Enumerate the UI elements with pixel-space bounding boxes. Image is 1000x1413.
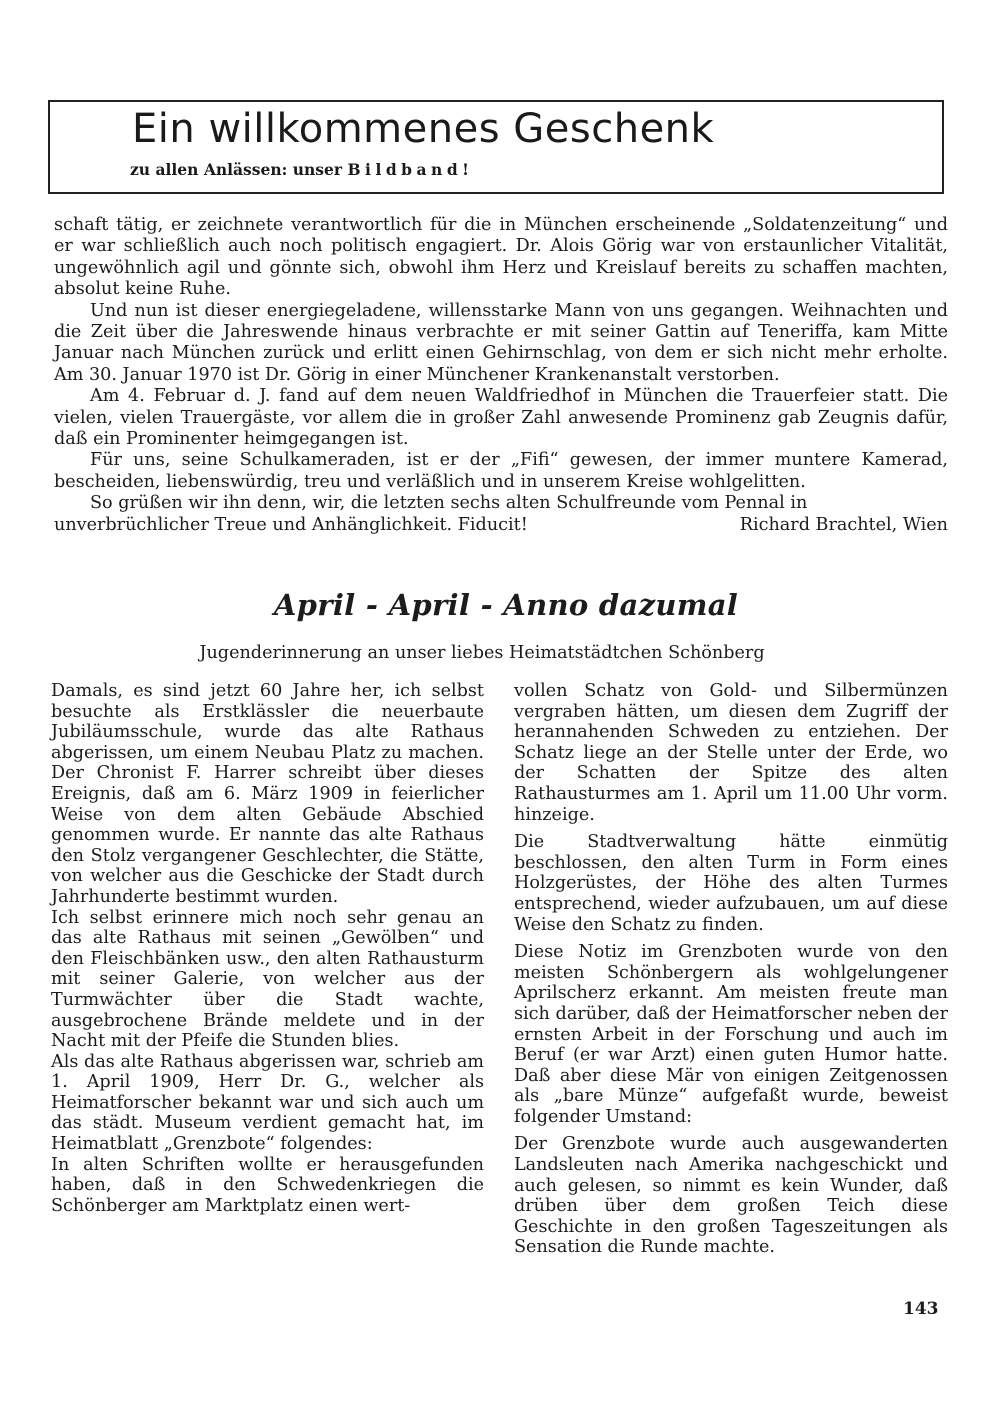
article-title: April - April - Anno dazumal	[273, 588, 739, 622]
article-paragraph: Der Grenzbote wurde auch ausgewanderten Landsleuten nach Amerika nachgeschickt und auch gelesen, so nimmt es kein Wunder, daß drüben über dem großen Teich diese Geschichte in den großen Tageszeitungen als Sensation die Runde machte.	[514, 1134, 948, 1258]
advertisement-subtitle-emphasis: Bildband!	[347, 160, 474, 179]
obituary-signature: Richard Brachtel, Wien	[739, 514, 948, 535]
obituary-closing	[54, 515, 948, 536]
article-subtitle: Jugenderinnerung an unser liebes Heimatstädtchen Schönberg	[199, 643, 765, 663]
advertisement-subtitle-prefix: zu allen Anlässen: unser	[130, 160, 343, 179]
article-column-right	[514, 681, 948, 1258]
obituary-text	[54, 215, 948, 536]
obituary-paragraph: Am 4. Februar d. J. fand auf dem neuen Waldfriedhof in München die Trauerfeier statt. Die vielen, vielen Trauergäste, vor allem die in großer Zahl anwesende Prominenz gab Zeugnis dafür, daß ein Prominenter heimgegangen ist.	[54, 386, 948, 450]
article-paragraph: Damals, es sind jetzt 60 Jahre her, ich selbst besuchte als Erstklässler die neuerbaute Jubiläumsschule, wurde das alte Rathaus abgerissen, um einem Neubau Platz zu machen. Der Chronist F. Harrer schreibt über dieses Ereignis, daß am 6. März 1909 in feierlicher Weise von dem alten Gebäude Abschied genommen wurde. Er nannte das alte Rathaus den Stolz vergangener Geschlechter, die Stätte, von welcher aus die Geschicke der Stadt durch Jahrhunderte bestimmt wurden.	[51, 681, 484, 907]
article-paragraph: Diese Notiz im Grenzboten wurde von den meisten Schönbergern als wohlgelungener Aprilscherz erkannt. Am meisten freute man sich darüber, daß der Heimatforscher neben der ernsten Arbeit in der Forschung und auch im Beruf (er war Arzt) einen guten Humor hatte. Daß aber diese Mär von einigen Zeitgenossen als „bare Münze“ aufgefaßt wurde, beweist folgender Umstand:	[514, 942, 948, 1127]
advertisement-box	[48, 100, 944, 194]
advertisement-subtitle	[130, 160, 473, 179]
article-paragraph: Als das alte Rathaus abgerissen war, schrieb am 1. April 1909, Herr Dr. G., welcher als Heimatforscher bekannt war und sich auch um das städt. Museum verdient gemacht hat, im Heimatblatt „Grenzbote“ folgendes:	[51, 1051, 484, 1155]
obituary-paragraph: Für uns, seine Schulkameraden, ist er der „Fifi“ gewesen, der immer muntere Kamerad, bescheiden, liebenswürdig, treu und verläßlich und in unserem Kreise wohlgelitten.	[54, 450, 948, 492]
obituary-paragraph: So grüßen wir ihn denn, wir, die letzten sechs alten Schulfreunde vom Pennal in	[90, 493, 808, 514]
obituary-paragraph: Und nun ist dieser energiegeladene, willensstarke Mann von uns gegangen. Weihnachten und die Zeit über die Jahreswende hinaus verbrachte er mit seiner Gattin auf Teneriffa, kam Mitte Januar nach München zurück und erlitt einen Gehirnschlag, von dem er sich nicht mehr erholte. Am 30. Januar 1970 ist Dr. Görig in einer Münchener Krankenanstalt verstorben.	[54, 300, 948, 385]
page-number: 143	[903, 1299, 939, 1319]
obituary-paragraph: schaft tätig, er zeichnete verantwortlich für die in München erscheinende „Soldatenzeitung“ und er war schließlich auch noch politisch engagiert. Dr. Alois Görig war von erstaunlicher Vitalität, ungewöhnlich agil und gönnte sich, obwohl ihm Herz und Kreislauf bereits zu schaffen machten, absolut keine Ruhe.	[54, 215, 948, 300]
article-paragraph: Die Stadtverwaltung hätte einmütig beschlossen, den alten Turm in Form eines Holzgerüstes, der Höhe des alten Turmes entsprechend, wieder aufzubauen, um auf diese Weise den Schatz zu finden.	[514, 832, 948, 935]
article-paragraph: In alten Schriften wollte er herausgefunden haben, daß in den Schwedenkriegen die Schönberger am Marktplatz einen wert-	[51, 1154, 484, 1216]
article-paragraph: vollen Schatz von Gold- und Silbermünzen vergraben hätten, um diesen dem Zugriff der herannahenden Schweden zu entziehen. Der Schatz liege an der Stelle unter der Erde, wo der Schatten der Spitze des alten Rathausturmes am 1. April um 11.00 Uhr vorm. hinzeige.	[514, 681, 948, 825]
article-paragraph: Ich selbst erinnere mich noch sehr genau an das alte Rathaus mit seinen „Gewölben“ und den Fleischbänken usw., den alten Rathausturm mit seiner Galerie, von welcher aus der Turmwächter über die Stadt wachte, ausgebrochene Brände meldete und in der Nacht mit der Pfeife die Stunden blies.	[51, 907, 484, 1052]
obituary-closing-line: unverbrüchlicher Treue und Anhänglichkeit. Fiducit!	[54, 514, 528, 535]
article-column-left	[51, 681, 484, 1216]
advertisement-title: Ein willkommenes Geschenk	[132, 106, 715, 152]
